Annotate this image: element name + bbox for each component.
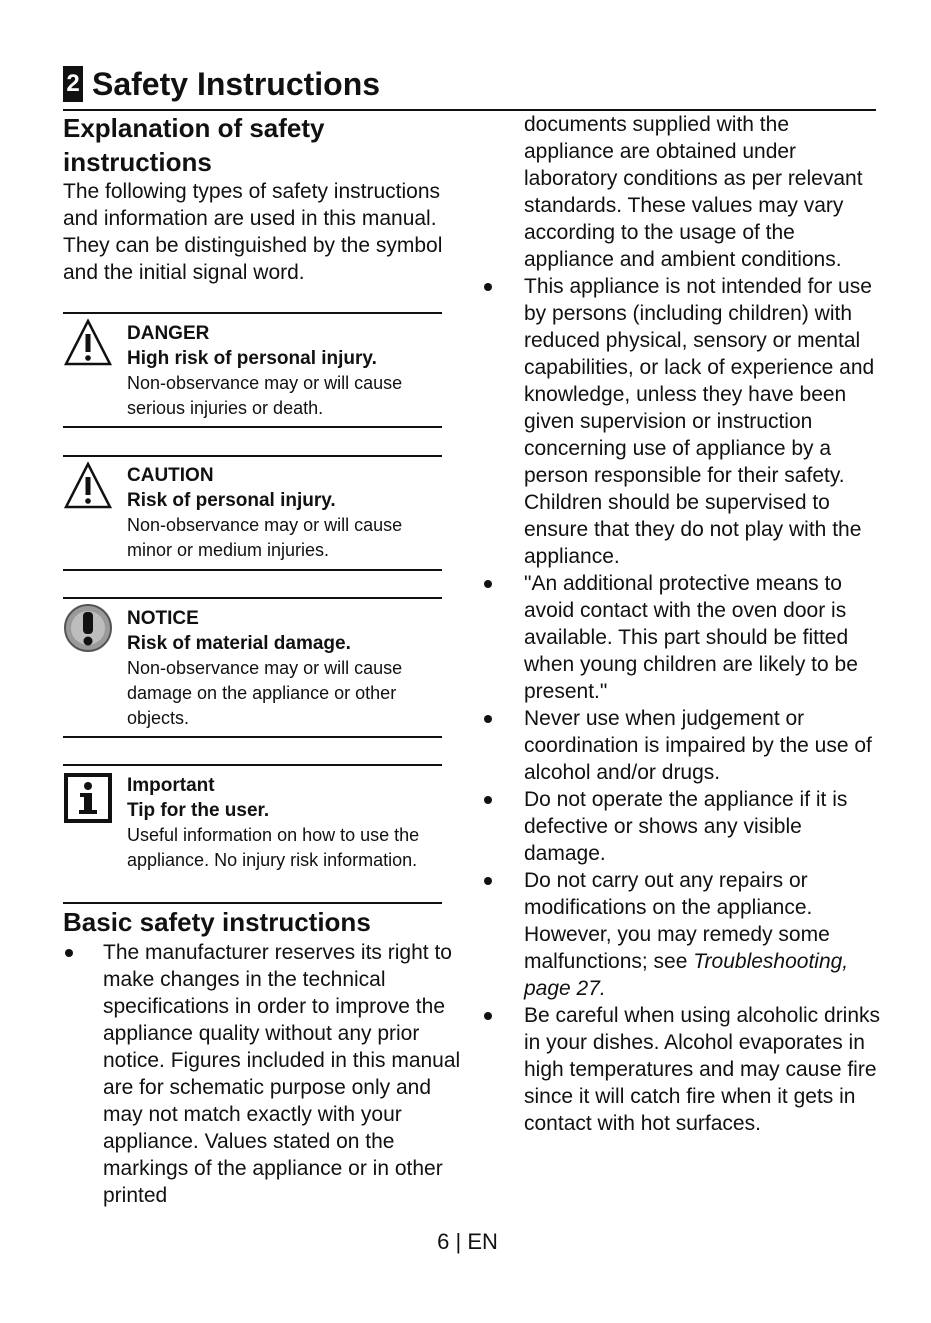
list-item: Do not carry out any repairs or modifications on the appliance. However, you may remedy some malfunctions; see Troubleshooting, page 27. xyxy=(484,867,884,1002)
notice-divider xyxy=(63,426,442,428)
notice-headline: Risk of material damage. xyxy=(127,633,351,654)
language-code: EN xyxy=(467,1229,498,1254)
notice-divider xyxy=(63,455,442,457)
notice-detail: Non-observance may or will cause minor or medium injuries. xyxy=(127,515,403,560)
bullet-icon xyxy=(484,283,492,291)
notice-divider xyxy=(63,902,442,904)
notice-notice xyxy=(127,606,447,731)
notice-divider xyxy=(63,597,442,599)
cross-reference-link[interactable]: Troubleshooting, page 27 xyxy=(524,950,849,1000)
safety-list-left xyxy=(63,939,463,1209)
list-item: This appliance is not intended for use by persons (including children) with reduced physical, sensory or mental capabilities, or lack of experience and knowledge, unless they have been given supervision or instruction concerning use of appliance by a person responsible for their safety. Children should be supervised to ensure that they do not play with the appliance. xyxy=(484,273,884,570)
intro-paragraph: The following types of safety instructions and information are used in this manual. They can be distinguished by the symbol and the initial signal word. xyxy=(63,180,443,284)
safety-list-right xyxy=(484,111,884,1137)
notice-headline: Tip for the user. xyxy=(127,800,270,821)
notice-detail: Useful information on how to use the appliance. No injury risk information. xyxy=(127,825,420,870)
bullet-icon xyxy=(65,949,73,957)
list-item: "An additional protective means to avoid contact with the oven door is available. This part should be fitted when young children are likely to be present." xyxy=(484,570,884,705)
info-icon xyxy=(63,772,113,822)
notice-divider xyxy=(63,569,442,571)
notice-detail: Non-observance may or will cause serious injuries or death. xyxy=(127,373,403,418)
notice-signal-word: NOTICE xyxy=(127,608,199,629)
footer-separator: | xyxy=(455,1229,462,1254)
notice-danger xyxy=(127,321,447,421)
warning-triangle-icon xyxy=(63,461,113,511)
page-title: Safety Instructions xyxy=(92,66,381,102)
page-footer xyxy=(0,1228,931,1256)
exclamation-circle-icon xyxy=(63,603,113,653)
list-item: Never use when judgement or coordination is impaired by the use of alcohol and/or drugs. xyxy=(484,705,884,786)
page-number: 6 xyxy=(437,1229,450,1254)
bullet-icon xyxy=(484,715,492,723)
notice-signal-word: Important xyxy=(127,775,215,796)
notice-divider xyxy=(63,736,442,738)
notice-divider xyxy=(63,764,442,766)
notice-divider xyxy=(63,312,442,314)
notice-detail: Non-observance may or will cause damage on the appliance or other objects. xyxy=(127,658,403,728)
section-title-basic: Basic safety instructions xyxy=(63,907,371,937)
bullet-icon xyxy=(484,1012,492,1020)
warning-triangle-icon xyxy=(63,318,113,368)
notice-headline: High risk of personal injury. xyxy=(127,348,377,369)
list-item: The manufacturer reserves its right to make changes in the technical specifications in order to improve the appliance quality without any prior notice. Figures included in this manual are for schematic purpose only and may not match exactly with your appliance. Values stated on the markings of the appliance or in other printed xyxy=(63,939,463,1209)
notice-signal-word: DANGER xyxy=(127,323,210,344)
continued-paragraph: documents supplied with the appliance are obtained under laboratory conditions as per relevant standards. These values may vary according to the usage of the appliance and ambient conditions. xyxy=(524,113,863,271)
bullet-icon xyxy=(484,580,492,588)
list-item: Be careful when using alcoholic drinks in your dishes. Alcohol evaporates in high temperatures and may cause fire since it will catch fire when it gets in contact with hot surfaces. xyxy=(484,1002,884,1137)
notice-caution xyxy=(127,463,447,563)
notice-signal-word: CAUTION xyxy=(127,465,214,486)
section-title-explanation: Explanation of safety instructions xyxy=(63,113,325,177)
notice-headline: Risk of personal injury. xyxy=(127,490,336,511)
chapter-number: 2 xyxy=(63,66,83,102)
notice-important xyxy=(127,773,447,873)
list-item: Do not operate the appliance if it is defective or shows any visible damage. xyxy=(484,786,884,867)
bullet-icon xyxy=(484,877,492,885)
bullet-icon xyxy=(484,796,492,804)
